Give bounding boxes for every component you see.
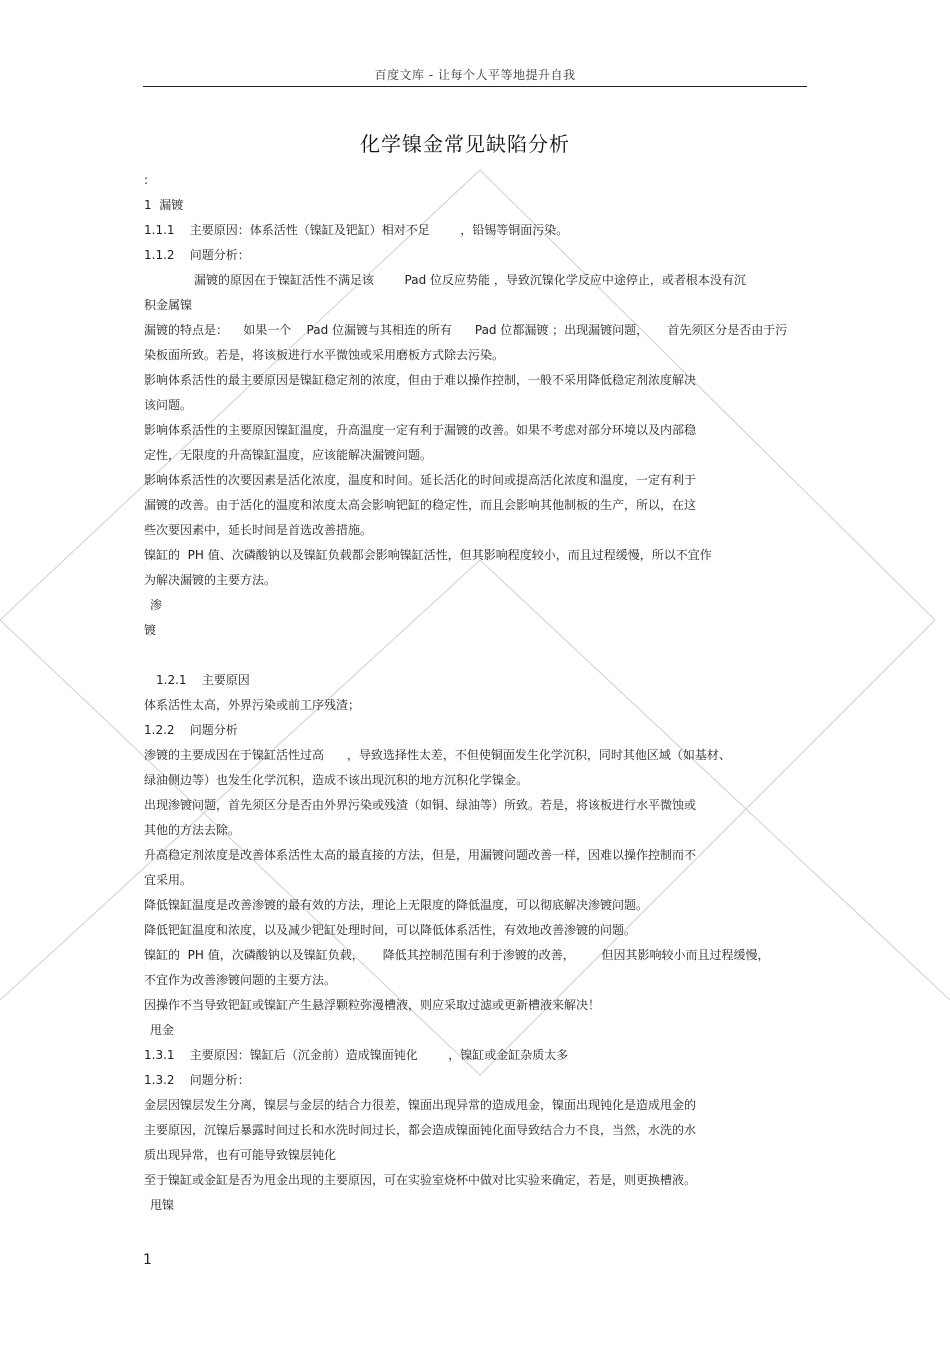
body-line: 质出现异常，也有可能导致镍层钝化 bbox=[144, 1148, 337, 1162]
body-line: 渗镀的主要成因在于镍缸活性过高 ，导致选择性太差，不但使铜面发生化学沉积，同时其他区域（如基材、 bbox=[144, 748, 731, 762]
body-line: 1.3.1 主要原因：镍缸后（沉金前）造成镍面钝化 ，镍缸或金缸杂质太多 bbox=[144, 1048, 569, 1062]
page-header: 百度文库 - 让每个人平等地提升自我 bbox=[374, 68, 576, 82]
header-rule bbox=[143, 86, 807, 87]
body-line: 影响体系活性的主要原因镍缸温度，升高温度一定有利于漏镀的改善。如果不考虑对部分环境以及内部稳 bbox=[144, 423, 697, 437]
body-line: 镍缸的 PH 值、次磷酸钠以及镍缸负载都会影响镍缸活性，但其影响程度较小，而且过程缓慢，所以不宜作 bbox=[144, 548, 712, 562]
body-line: 1.1.1 主要原因：体系活性（镍缸及钯缸）相对不足 ，铅锡等铜面污染。 bbox=[144, 223, 569, 237]
body-line: 镍缸的 PH 值，次磷酸钠以及镍缸负载， 降低其控制范围有利于渗镀的改善， 但因其影响较小而且过程缓慢， bbox=[144, 948, 770, 962]
body-line: 降低镍缸温度是改善渗镀的最有效的方法，理论上无限度的降低温度，可以彻底解决渗镀问题。 bbox=[144, 898, 649, 912]
body-line: 不宜作为改善渗镀问题的主要方法。 bbox=[144, 973, 337, 987]
body-line: 影响体系活性的次要因素是活化浓度，温度和时间。延长活化的时间或提高活化浓度和温度，一定有利于 bbox=[144, 473, 697, 487]
body-line: : bbox=[144, 173, 149, 187]
body-line: 甩金 bbox=[150, 1023, 175, 1037]
page-number: 1 bbox=[143, 1252, 152, 1268]
body-line: 1 漏镀 bbox=[144, 198, 184, 212]
body-line: 漏镀的特点是： 如果一个 Pad 位漏镀与其相连的所有 Pad 位都漏镀 ；出现漏镀问题， 首先须区分是否由于污 bbox=[144, 323, 788, 337]
body-line: 1.3.2 问题分析： bbox=[144, 1073, 250, 1087]
body-line: 镀 bbox=[144, 623, 157, 637]
document-body bbox=[144, 168, 804, 1218]
body-line: 升高稳定剂浓度是改善体系活性太高的最直接的方法，但是，用漏镀问题改善一样，因难以操作控制而不 bbox=[144, 848, 697, 862]
body-line: 1.2.1 主要原因 bbox=[156, 673, 250, 687]
body-line: 1.2.2 问题分析 bbox=[144, 723, 238, 737]
body-line: 至于镍缸或金缸是否为甩金出现的主要原因，可在实验室烧杯中做对比实验来确定，若是，则更换槽液。 bbox=[144, 1173, 697, 1187]
body-line: 出现渗镀问题，首先须区分是否由外界污染或残渣（如铜、绿油等）所致。若是，将该板进行水平微蚀或 bbox=[144, 798, 697, 812]
body-line: 降低钯缸温度和浓度，以及减少钯缸处理时间，可以降低体系活性，有效地改善渗镀的问题。 bbox=[144, 923, 637, 937]
body-line: 漏镀的原因在于镍缸活性不满足该 Pad 位反应势能 ，导致沉镍化学反应中途停止，或者根本没有沉 bbox=[194, 273, 746, 287]
body-line: 其他的方法去除。 bbox=[144, 823, 241, 837]
body-line: 影响体系活性的最主要原因是镍缸稳定剂的浓度，但由于难以操作控制，一般不采用降低稳定剂浓度解决 bbox=[144, 373, 697, 387]
body-line: 该问题。 bbox=[144, 398, 193, 412]
body-line bbox=[144, 643, 804, 668]
body-line: 渗 bbox=[150, 598, 163, 612]
body-line: 甩镍 bbox=[150, 1198, 175, 1212]
body-line: 定性，无限度的升高镍缸温度，应该能解决漏镀问题。 bbox=[144, 448, 433, 462]
body-line: 积金属镍 bbox=[144, 298, 193, 312]
body-line: 1.1.2 问题分析： bbox=[144, 248, 250, 262]
body-line: 金层因镍层发生分离，镍层与金层的结合力很差，镍面出现异常的造成甩金，镍面出现钝化是造成甩金的 bbox=[144, 1098, 697, 1112]
body-line: 体系活性太高，外界污染或前工序残渣； bbox=[144, 698, 361, 712]
body-line: 染板面所致。若是，将该板进行水平微蚀或采用磨板方式除去污染。 bbox=[144, 348, 505, 362]
body-line: 因操作不当导致钯缸或镍缸产生悬浮颗粒弥漫槽液，则应采取过滤或更新槽液来解决！ bbox=[144, 998, 601, 1012]
document-title: 化学镍金常见缺陷分析 bbox=[360, 132, 570, 156]
body-line: 宜采用。 bbox=[144, 873, 193, 887]
body-line: 绿油侧边等）也发生化学沉积，造成不该出现沉积的地方沉积化学镍金。 bbox=[144, 773, 529, 787]
body-line: 些次要因素中，延长时间是首选改善措施。 bbox=[144, 523, 373, 537]
body-line: 主要原因，沉镍后暴露时间过长和水洗时间过长，都会造成镍面钝化面导致结合力不良，当然，水洗的水 bbox=[144, 1123, 697, 1137]
body-line: 漏镀的改善。由于活化的温度和浓度太高会影响钯缸的稳定性，而且会影响其他制板的生产，所以，在这 bbox=[144, 498, 697, 512]
body-line: 为解决漏镀的主要方法。 bbox=[144, 573, 277, 587]
